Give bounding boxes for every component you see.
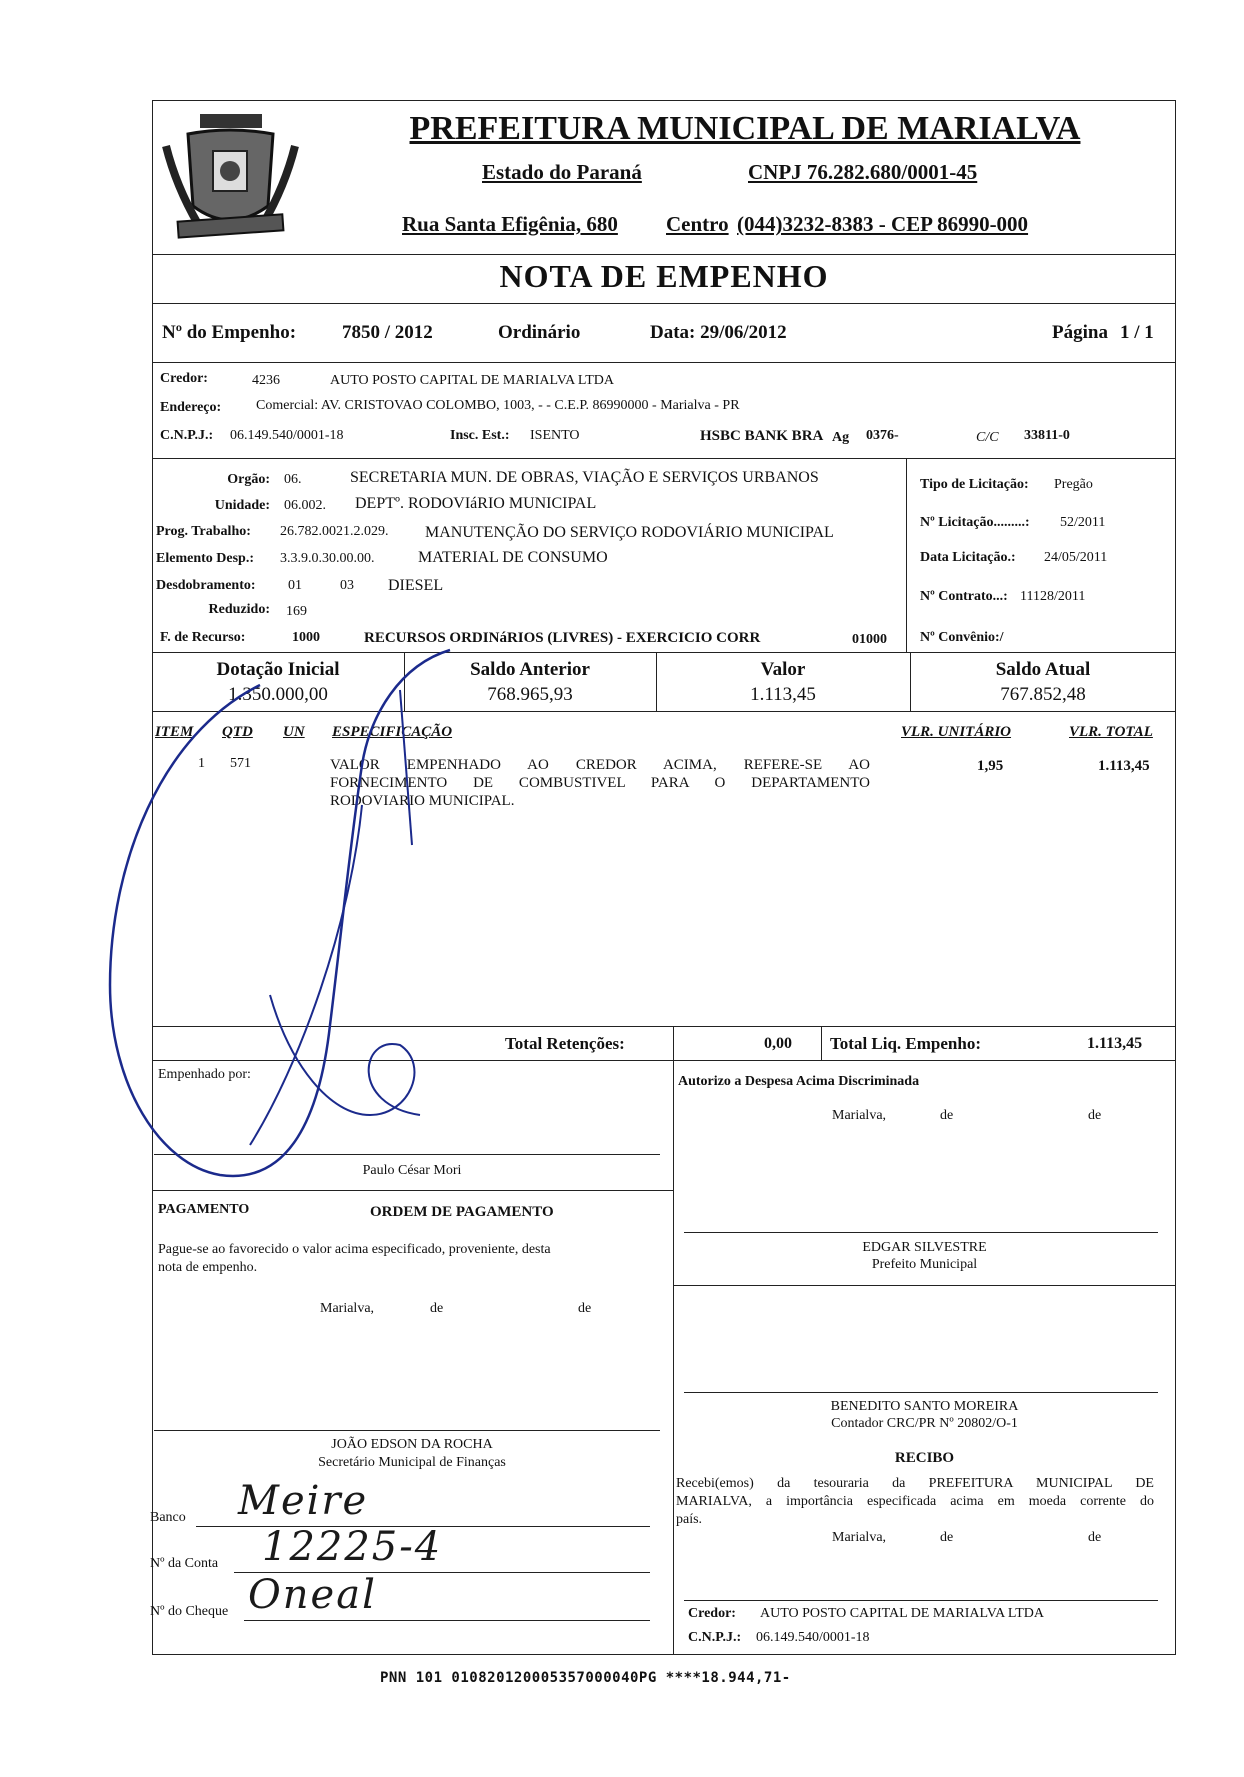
total-liq-label: Total Liq. Empenho: [830, 1034, 981, 1053]
recibo-text-line: Recebi(emos) da tesouraria da PREFEITURA MUNICIPAL DE [676, 1476, 1154, 1491]
handwritten-signature [100, 645, 480, 1185]
recibo-cnpj-value: 06.149.540/0001-18 [756, 1630, 870, 1645]
item-total-value: 1.113,45 [1098, 758, 1150, 774]
unidade-name: DEPTº. RODOVIáRIO MUNICIPAL [355, 495, 597, 512]
footer-code: PNN 101 010820120005357000040PG ****18.944,71- [380, 1670, 791, 1686]
insc-value: ISENTO [530, 428, 580, 443]
tipo-licitacao-label: Tipo de Licitação: [920, 477, 1029, 492]
document-title: NOTA DE EMPENHO [499, 258, 829, 294]
tipo-licitacao-value: Pregão [1054, 477, 1093, 492]
col-header-vlr-total: VLR. TOTAL [1069, 724, 1153, 740]
col-header-qtd: QTD [222, 724, 253, 740]
header-address: Rua Santa Efigênia, 680 [402, 212, 618, 236]
header-phone: (044)3232-8383 - CEP 86990-000 [737, 212, 1029, 236]
banco-handwritten: Meire [238, 1478, 369, 1524]
orgao-name: SECRETARIA MUN. DE OBRAS, VIAÇÃO E SERVIÇOS URBANOS [350, 469, 819, 486]
credor-code: 4236 [252, 373, 280, 388]
saldo-anterior-value: 768.965,93 [487, 684, 573, 705]
header-centro: Centro [666, 212, 729, 236]
num-licitacao-label: Nº Licitação.........: [920, 515, 1030, 530]
contador-title: Contador CRC/PR Nº 20802/O-1 [831, 1416, 1018, 1431]
total-retencoes-label: Total Retenções: [505, 1034, 625, 1053]
dotacao-inicial-value: 1.350.000,00 [228, 684, 328, 705]
bank-name: HSBC BANK BRA [700, 428, 824, 444]
divider [821, 1026, 822, 1060]
recibo-city: Marialva, [832, 1530, 887, 1545]
signature-line [684, 1232, 1158, 1233]
dotacao-inicial-label: Dotação Inicial [216, 659, 340, 680]
cheque-line [244, 1620, 650, 1621]
divider [673, 1026, 674, 1060]
item-description-line: VALOR EMPENHADO AO CREDOR ACIMA, REFERE-SE AO [330, 757, 870, 773]
autorizo-city: Marialva, [832, 1108, 887, 1123]
prog-code: 26.782.0021.2.029. [280, 524, 389, 539]
signature-line [154, 1430, 660, 1431]
pague-text [158, 1241, 551, 1277]
cc-value: 33811-0 [1024, 428, 1070, 443]
recibo-text [676, 1475, 1154, 1529]
desdobramento-name: DIESEL [388, 577, 444, 594]
secretario-name: JOÃO EDSON DA ROCHA [331, 1437, 493, 1452]
recibo-text-line: país. [676, 1512, 703, 1527]
col-header-item: ITEM [155, 724, 194, 740]
endereco-label: Endereço: [160, 400, 222, 415]
empenho-type: Ordinário [498, 322, 581, 343]
cheque-label: Nº do Cheque [150, 1604, 229, 1619]
orgao-label: Orgão: [227, 472, 270, 487]
pagamento-de-2: de [578, 1301, 592, 1316]
credor-label: Credor: [160, 371, 208, 386]
prog-name: MANUTENÇÃO DO SERVIÇO RODOVIÁRIO MUNICIPAL [425, 524, 834, 541]
elemento-name: MATERIAL DE CONSUMO [418, 549, 608, 566]
conta-label: Nº da Conta [150, 1556, 219, 1571]
credor-name: AUTO POSTO CAPITAL DE MARIALVA LTDA [330, 373, 614, 388]
divider [673, 1285, 1176, 1286]
recibo-cnpj-label: C.N.P.J.: [688, 1630, 742, 1645]
divider [152, 1190, 673, 1191]
data-licitacao-value: 24/05/2011 [1044, 550, 1108, 565]
conta-handwritten: 12225-4 [262, 1524, 443, 1570]
endereco-value: Comercial: AV. CRISTOVAO COLOMBO, 1003, - - C.E.P. 86990000 - Marialva - PR [256, 398, 740, 413]
pagamento-city: Marialva, [320, 1301, 375, 1316]
unidade-code: 06.002. [284, 498, 326, 513]
autorizo-label: Autorizo a Despesa Acima Discriminada [678, 1074, 920, 1089]
item-number: 1 [198, 756, 205, 771]
divider [152, 254, 1176, 255]
total-liq-value: 1.113,45 [1087, 1035, 1143, 1052]
cheque-handwritten: Oneal [248, 1572, 377, 1618]
pague-text-line: nota de empenho. [158, 1260, 258, 1275]
divider [673, 1060, 674, 1655]
item-unit-value: 1,95 [977, 758, 1004, 774]
page-label: Página [1052, 322, 1108, 343]
recibo-credor-label: Credor: [688, 1606, 736, 1621]
prog-label: Prog. Trabalho: [156, 524, 251, 539]
prefeito-name: EDGAR SILVESTRE [862, 1240, 987, 1255]
divider [152, 362, 1176, 363]
agency-value: 0376- [866, 428, 899, 443]
num-licitacao-value: 52/2011 [1060, 515, 1106, 530]
pague-text-line: Pague-se ao favorecido o valor acima especificado, proveniente, desta [158, 1242, 551, 1257]
header-estado: Estado do Paraná [482, 160, 642, 184]
divider [152, 303, 1176, 304]
recibo-credor-name: AUTO POSTO CAPITAL DE MARIALVA LTDA [760, 1606, 1044, 1621]
autorizo-de-1: de [940, 1108, 954, 1123]
autorizo-de-2: de [1088, 1108, 1102, 1123]
saldo-atual-label: Saldo Atual [995, 659, 1091, 680]
valor-label: Valor [760, 659, 806, 680]
empenhado-por-name: Paulo César Mori [362, 1163, 462, 1178]
contador-name: BENEDITO SANTO MOREIRA [830, 1399, 1019, 1414]
orgao-code: 06. [284, 472, 302, 487]
unidade-label: Unidade: [214, 498, 270, 513]
header-title: PREFEITURA MUNICIPAL DE MARIALVA [409, 110, 1081, 147]
divider [906, 458, 907, 652]
ordem-pagamento-label: ORDEM DE PAGAMENTO [370, 1204, 554, 1220]
pagamento-de-1: de [430, 1301, 444, 1316]
fonte-number: 01000 [852, 632, 887, 647]
desdobramento-code2: 03 [340, 578, 354, 593]
insc-label: Insc. Est.: [450, 428, 510, 443]
item-quantity: 571 [230, 756, 251, 771]
desdobramento-code1: 01 [288, 578, 302, 593]
pagamento-label: PAGAMENTO [158, 1202, 250, 1217]
desdobramento-label: Desdobramento: [156, 578, 256, 593]
elemento-label: Elemento Desp.: [156, 551, 254, 566]
fonte-name: RECURSOS ORDINáRIOS (LIVRES) - EXERCICIO CORR [364, 630, 761, 646]
total-retencoes-value: 0,00 [764, 1035, 792, 1052]
empenho-number: 7850 / 2012 [342, 322, 433, 343]
agency-label: Ag [832, 430, 850, 445]
saldo-anterior-label: Saldo Anterior [470, 659, 590, 680]
recibo-text-line: MARIALVA, a importância especificada acima em moeda corrente do [676, 1494, 1154, 1509]
col-header-un: UN [283, 724, 305, 740]
page-number: 1 / 1 [1120, 322, 1154, 343]
cnpj-value: 06.149.540/0001-18 [230, 428, 344, 443]
divider [152, 458, 1176, 459]
item-description-line: RODOVIARIO MUNICIPAL. [330, 793, 515, 809]
col-header-especificacao: ESPECIFICAÇÃO [332, 724, 453, 740]
reduzido-value: 169 [286, 604, 307, 619]
fonte-label: F. de Recurso: [160, 630, 246, 645]
empenhado-por-label: Empenhado por: [158, 1067, 251, 1082]
elemento-code: 3.3.9.0.30.00.00. [280, 551, 375, 566]
signature-line [684, 1392, 1158, 1393]
reduzido-label: Reduzido: [208, 602, 270, 617]
recibo-de-1: de [940, 1530, 954, 1545]
convenio-label: Nº Convênio:/ [920, 630, 1004, 645]
col-header-vlr-unitario: VLR. UNITÁRIO [901, 724, 1012, 740]
coat-of-arms-logo [158, 106, 303, 254]
saldo-atual-value: 767.852,48 [1000, 684, 1086, 705]
banco-label: Banco [150, 1510, 186, 1525]
contrato-value: 11128/2011 [1020, 589, 1086, 604]
cc-label: C/C [976, 430, 999, 445]
valor-value: 1.113,45 [750, 684, 816, 705]
fonte-code: 1000 [292, 630, 320, 645]
data-licitacao-label: Data Licitação.: [920, 550, 1016, 565]
contrato-label: Nº Contrato...: [920, 589, 1008, 604]
header-cnpj: CNPJ 76.282.680/0001-45 [748, 160, 978, 184]
item-description-line: FORNECIMENTO DE COMBUSTIVEL PARA O DEPARTAMENTO [330, 775, 870, 791]
empenho-number-label: Nº do Empenho: [162, 322, 297, 343]
recibo-de-2: de [1088, 1530, 1102, 1545]
recibo-label: RECIBO [894, 1450, 955, 1466]
secretario-title: Secretário Municipal de Finanças [318, 1455, 506, 1470]
cnpj-label: C.N.P.J.: [160, 428, 214, 443]
signature-line [684, 1600, 1158, 1601]
prefeito-title: Prefeito Municipal [871, 1257, 978, 1272]
empenho-date: Data: 29/06/2012 [650, 322, 787, 343]
